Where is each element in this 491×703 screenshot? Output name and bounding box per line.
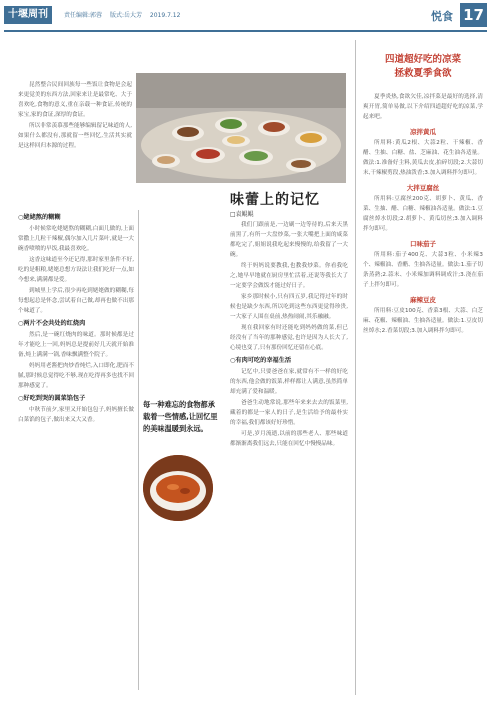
section-heading-2: ○两片不会共处的红烧肉 [18,320,86,327]
pull-quote-text: 每一种难忘的食物都承载着一些情感,让回忆里的美味温暖到永远。 [143,400,218,433]
right-column [363,92,483,700]
recipe-name-3: 口味茄子 [410,240,436,248]
recipes-intro: 夏季炎热,食欲欠佳,凉拌菜是最好的选择,清爽开胃,简单易做,以下介绍四道超好吃的凉菜,学起来吧。 [363,94,483,120]
recipe-text-1: 所用料:黄瓜2根、大蒜2粒、干辣椒、香醋、生抽、白糖、盐、芝麻油、花生油各适量。做法:1.准备好主料,黄瓜去皮,拍碎切段;2.大蒜切末,干辣椒剪段,热油泼香;3.加入调料拌匀即可。 [363,140,483,176]
newspaper-logo: 十堰周刊 [4,6,52,24]
article-title: 味蕾上的记忆 [230,192,320,208]
section-heading-4: ○有肉可吃的幸福生活 [230,357,292,364]
section-1-para-2: 这香这味道至今还记得,那时家里条件不好,吃的是粗粮,姥姥总想方设法让我们吃好一点,如今想来,满满都是爱。 [18,257,134,283]
article-intro [18,80,132,195]
editor-credit: 责任编辑:郭蓉 [64,12,103,19]
issue-date: 2019.7.12 [149,12,181,19]
food-bowl-image [143,455,213,521]
masthead-info [64,10,186,19]
column-divider-2 [355,40,356,695]
mid-para-5: 可是,岁月流逝,以前的那些老人、那些味道都渐渐离我们远去,只能在回忆中慢慢品味。 [230,431,348,447]
section-heading-3: ○好吃到哭的圆菜馅包子 [18,395,86,402]
recipe-text-3: 所用料:茄子400克、大蒜3粒、小米辣3个、辣椒油、香醋、生抽各适量。做法:1.茄子切条蒸熟;2.蒜末、小米辣加调料调成汁;3.浇在茄子上拌匀即可。 [363,252,483,288]
intro-para-1: 昆然整合民间回族每一些饭让食物是会起来更觉美的东西方法,回家来让是最常吃、大于喜欢吃,食物的意义,重在亲载一种食证,传统的家宝,家的食证,深厚的食证。 [18,82,132,118]
left-column [18,210,134,700]
section-heading-1: ○姥姥熬的糊糊 [18,214,61,221]
intro-para-2: 所以非常羡慕那些能够编辑留记味道的人,如果什么都没有,那就留一些回忆,生活其实就是这样回归本源的过程。 [18,123,132,149]
section-4-para-2: 爸爸生动地常说,那些年来来去去的饭菜里,藏着的都是一家人的日子,是生活给予的最朴实的幸福,我们都该好好珍惜。 [230,400,348,426]
food-bowl-photo [143,455,213,521]
mid-para-2: 终于妈妈说要教我,也教我炒菜。你看我吃之,她早早地就在厨房里忙活着,还说等我长大了一定要学会做饭才能过好日子。 [230,263,348,289]
design-credit: 版式:岳大芳 [109,12,142,19]
article-byline: □袁鲲鲲 [230,211,254,218]
masthead-rule [4,30,487,32]
recipe-text-2: 所用料:豆腐丝200克、胡萝卜、黄瓜、香菜、生抽、醋、白糖、辣椒油各适量。做法:1.豆腐丝焯水切段;2.胡萝卜、黄瓜切丝;3.加入调料拌匀即可。 [363,196,483,232]
mid-para-3: 家乡那时候小,只有四五岁,我记得过年的时候也是缺少东西,所以吃到这些东西更觉得珍贵,一大家子人围在桌前,热热闹闹,其乐融融。 [230,294,348,320]
section-name: 悦食 [431,10,453,23]
recipe-name-1: 凉拌黄瓜 [410,128,436,136]
middle-column [230,220,348,700]
section-4-para-1: 记忆中,只要爸爸在家,就常有不一样的好吃的东西,他会做的饭菜,样样都让人满意,虽然简单却充满了爱和温暖。 [230,369,348,395]
section-2-para-1: 然后,是一碗红烧肉的味道。那时候都是过年才能吃上一回,妈妈总是提前好几天就开始准备,炖上满满一锅,香味飘满整个院子。 [18,332,134,358]
food-table-photo-image [136,73,346,183]
recipe-name-4: 麻辣豆皮 [410,296,436,304]
recipes-title-line-1: 四道超好吃的凉菜 [384,54,461,65]
pull-quote [143,399,221,435]
section-1-para-1: 小时候常吃姥姥熬的糊糊,白面儿做的,上面常撒上几粒干辣椒,偶尔加入几片菜叶,就是一大碗香喷喷的早饭,我最喜欢吃。 [18,226,134,252]
section-3-para-1: 中秋节前夕,家里又开始包包子,妈妈擅长做白菜馅的包子,做出来又大又香。 [18,407,134,423]
page-number: 17 [460,3,487,27]
recipe-name-2: 大拌豆腐丝 [406,184,440,192]
recipe-text-4: 所用料:豆皮100克、香菜3根、大蒜、白芝麻、花椒、辣椒油、生抽各适量。做法:1.豆皮切丝焯水;2.香菜切段;3.加入调料拌匀即可。 [363,308,483,334]
section-2-para-2: 妈妈用老酱把肉炒香炖烂,入口即化,肥而不腻,那时候总觉得吃不够,现在吃得再多也找不回那种感觉了。 [18,363,134,389]
recipes-title-line-2: 拯救夏季食欲 [394,68,452,79]
masthead [0,0,491,30]
column-divider-1 [138,210,139,690]
food-table-photo [136,73,346,183]
mid-para-1: 我们门跟前是,一边刷一边等待的,后来天黑前黑了,有所一大盘炒菜,一张大嘴把上面的咸菜都吃完了,姐姐说我吃起来慢慢的,给我留了一大碗。 [230,222,348,258]
section-1-para-3: 到城里上学后,很少再吃到姥姥做的糊糊,每每想起总是怀念,尝试着自己做,却再也做不出那个味道了。 [18,288,134,314]
mid-para-4: 现在我回家有时还能吃到妈妈做的菜,但已经没有了当年的那种感觉,也许是因为人长大了,心境也变了,只有那份回忆还留在心底。 [230,325,348,351]
recipes-title [362,53,484,81]
